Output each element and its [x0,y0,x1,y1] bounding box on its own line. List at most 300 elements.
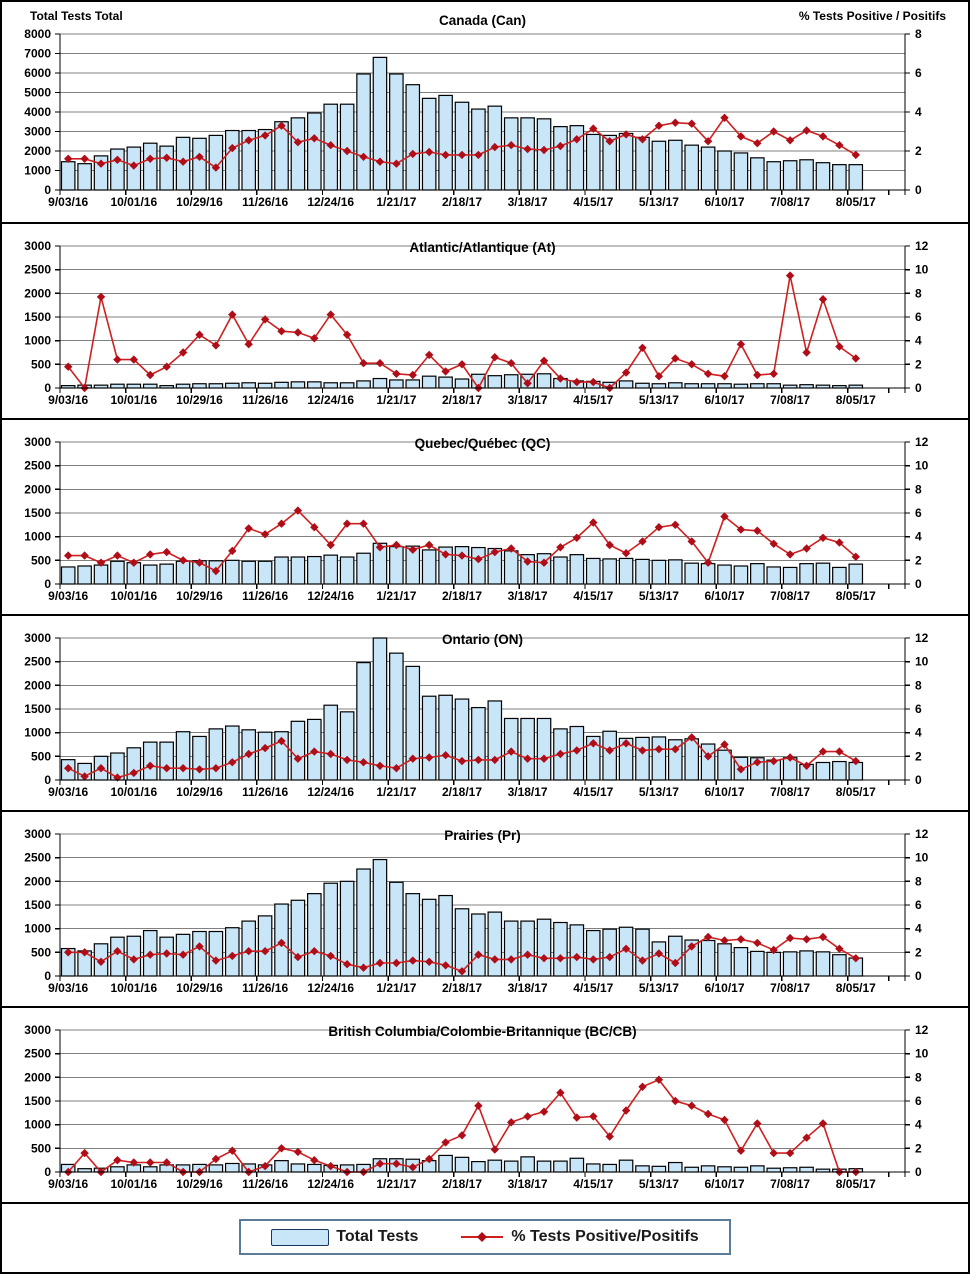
right-axis-tick-label: 12 [915,1023,929,1037]
gridlines [60,442,905,560]
bar [521,718,534,780]
diamond-marker-icon [474,1102,482,1110]
diamond-marker-icon [737,340,745,348]
left-axis-tick-label: 2000 [24,1070,51,1085]
bar [603,731,616,780]
x-axis-tick-label: 8/05/17 [835,589,876,603]
x-axis-tick-label: 4/15/17 [573,1177,614,1191]
bar [701,1166,714,1172]
bar [111,149,124,190]
bar [537,1161,550,1172]
left-axis-tick-label: 2000 [24,874,51,889]
diamond-marker-icon [146,1158,154,1166]
x-axis-tick-label: 6/10/17 [704,393,745,407]
diamond-marker-icon [688,360,696,368]
x-axis-tick-label: 3/18/17 [507,195,548,209]
x-axis-tick-label: 9/03/16 [48,785,89,799]
bar [406,666,419,780]
bar [275,122,288,190]
bar [455,102,468,190]
bar [570,925,583,976]
right-axis-tick-label: 10 [915,850,929,865]
x-axis-tick-label: 9/03/16 [48,393,89,407]
x-axis-tick-label: 8/05/17 [835,981,876,995]
diamond-marker-icon [163,548,171,556]
x-axis-tick-label: 2/18/17 [441,393,483,407]
bar [751,1166,764,1172]
right-axis-tick-label: 0 [915,1165,922,1179]
left-axis-tick-label: 0 [44,1165,51,1179]
bar [570,1158,583,1172]
bar [816,563,829,584]
diamond-marker-icon [802,126,810,134]
right-axis-tick-label: 8 [915,27,922,41]
bar [226,383,239,388]
diamond-marker-icon [786,550,794,558]
x-axis-tick-label: 1/21/17 [376,981,417,995]
right-axis-tick-label: 4 [915,921,922,936]
x-axis-tick-label: 7/08/17 [770,393,811,407]
left-axis-tick-label: 3000 [24,124,51,139]
left-axis-tick-label: 500 [30,357,51,372]
bar [439,95,452,190]
bar [554,557,567,584]
bar [636,559,649,584]
bar [291,382,304,388]
bar [685,563,698,584]
right-axis-tick-label: 0 [915,381,922,395]
bar [242,383,255,388]
diamond-marker-icon [97,293,105,301]
bar [554,1161,567,1172]
diamond-marker-icon [802,935,810,943]
bar [472,548,485,584]
x-axis-tick-label: 10/29/16 [176,785,223,799]
bar [275,1161,288,1172]
left-axis-tick-label: 1500 [24,898,51,912]
bar [308,1164,321,1172]
right-axis-tick-label: 4 [915,529,922,544]
left-axis-tick-label: 2000 [24,482,51,497]
bar [685,1167,698,1172]
right-axis-tick-label: 8 [915,678,922,693]
bar [800,951,813,976]
x-axis-tick-label: 9/03/16 [48,589,89,603]
x-axis-tick-label: 6/10/17 [704,981,745,995]
bar [521,1157,534,1172]
pct-positive-line [68,276,856,388]
bar [340,557,353,584]
x-axis-tick-label: 7/08/17 [770,785,811,799]
bar [422,696,435,780]
bar [226,726,239,780]
bar [209,1165,222,1172]
right-axis-tick-label: 6 [915,702,922,716]
right-axis-tick-label: 10 [915,654,929,669]
x-axis-tick-label: 10/29/16 [176,1177,223,1191]
diamond-marker-icon [573,1113,581,1121]
x-axis-tick-label: 9/03/16 [48,1177,89,1191]
bar [669,560,682,584]
bar [833,567,846,584]
x-axis-tick-label: 10/01/16 [110,195,158,209]
x-axis-tick-label: 3/18/17 [507,393,548,407]
x-axis-tick-label: 2/18/17 [441,195,483,209]
bar [652,942,665,976]
bar [833,165,846,190]
bar [603,559,616,584]
x-axis-tick-label: 4/15/17 [573,981,614,995]
bar [636,737,649,780]
right-axis-tick-label: 6 [915,898,922,912]
x-axis-tick-label: 12/24/16 [307,785,355,799]
chart-panel-ontario [2,616,968,812]
chart-bc [2,1008,968,1202]
left-axis-tick-label: 7000 [24,46,51,61]
legend-line-marker-icon [460,1231,504,1243]
left-axis-tick-label: 1000 [24,1117,51,1132]
x-axis-tick-label: 6/10/17 [704,1177,745,1191]
bar [505,1161,518,1172]
left-axis-tick-label: 0 [44,773,51,787]
bar [472,1162,485,1172]
bar [390,547,403,584]
chart-panel-bc [2,1008,968,1204]
x-axis-tick-label: 5/13/17 [638,1177,679,1191]
bar [176,732,189,780]
x-axis-tick-label: 1/21/17 [376,1177,417,1191]
chart-ontario [2,616,968,810]
bar [291,900,304,976]
bar [537,119,550,190]
x-axis-tick-label: 12/24/16 [307,195,355,209]
bar [291,721,304,780]
x-axis-tick-label: 2/18/17 [441,785,483,799]
left-axis-tick-label: 8000 [24,27,51,41]
x-axis-tick-label: 7/08/17 [770,589,811,603]
bar [669,140,682,190]
bar [816,952,829,976]
diamond-marker-icon [491,1145,499,1153]
x-axis-tick-label: 10/29/16 [176,589,223,603]
bar [357,74,370,190]
bar [340,712,353,780]
bar [176,561,189,584]
left-axis-tick-label: 1000 [24,529,51,544]
bar [373,57,386,190]
bar [324,555,337,584]
left-axis-tick-label: 2000 [24,286,51,301]
left-axis-tick-label: 3000 [24,435,51,449]
bar [685,145,698,190]
right-axis-tick-label: 12 [915,827,929,841]
x-axis-tick-label: 5/13/17 [638,195,679,209]
x-axis-tick-label: 4/15/17 [573,195,614,209]
diamond-marker-icon [294,1148,302,1156]
left-axis-tick-label: 6000 [24,66,51,80]
bar [685,739,698,780]
bar [160,742,173,780]
x-axis-tick-label: 10/01/16 [110,1177,158,1191]
chart-panel-canada [2,4,968,224]
left-axis-tick-label: 3000 [24,239,51,253]
bar [422,98,435,190]
x-axis-tick-label: 11/26/16 [242,981,289,995]
bar [767,162,780,190]
bar [357,869,370,976]
bar [193,138,206,190]
x-axis-tick-label: 10/01/16 [110,785,158,799]
bar [308,894,321,976]
right-axis-tick-label: 10 [915,458,929,473]
diamond-marker-icon [720,1116,728,1124]
right-axis-tick-label: 12 [915,631,929,645]
bar [767,952,780,976]
bar [587,931,600,976]
diamond-marker-icon [310,1156,318,1164]
bar [144,1167,157,1172]
bar [603,929,616,976]
bar [619,133,632,190]
bar [291,1164,304,1172]
bar [406,85,419,190]
legend-bar-label: Total Tests [336,1228,419,1245]
diamond-marker-icon [819,132,827,140]
left-axis-title: Total Tests Total [30,9,123,23]
left-axis-tick-label: 1000 [24,921,51,936]
x-axis-tick-label: 12/24/16 [307,589,355,603]
right-axis-tick-label: 6 [915,310,922,324]
bar [242,561,255,584]
x-axis-tick-label: 12/24/16 [307,981,355,995]
bar [800,1167,813,1172]
x-axis-tick-label: 10/01/16 [110,589,158,603]
bar [833,955,846,976]
left-axis-tick-label: 1000 [24,725,51,740]
bar [324,883,337,976]
diamond-marker-icon [376,359,384,367]
chart-title: Prairies (Pr) [444,828,521,843]
diamond-marker-icon [113,355,121,363]
diamond-marker-icon [458,1131,466,1139]
bar [488,912,501,976]
x-axis-tick-label: 11/26/16 [242,589,289,603]
x-axis-tick-label: 10/29/16 [176,393,223,407]
bar [324,383,337,388]
left-axis-tick-label: 2500 [24,262,51,277]
bar [718,151,731,190]
legend-line-label: % Tests Positive/Positifs [511,1228,699,1245]
bar [78,566,91,584]
bar [357,381,370,388]
left-axis-tick-label: 1000 [24,333,51,348]
bar [258,916,271,976]
bar [505,551,518,584]
legend-item-pct-positive [460,1228,698,1246]
diamond-marker-icon [507,1118,515,1126]
diamond-marker-icon [720,372,728,380]
bar [275,557,288,584]
x-axis-tick-label: 7/08/17 [770,981,811,995]
bar [751,158,764,190]
left-axis-tick-label: 500 [30,945,51,960]
right-axis-tick-label: 4 [915,725,922,740]
bar [308,113,321,190]
bar [701,744,714,780]
bar [554,127,567,190]
diamond-marker-icon [523,1112,531,1120]
diamond-marker-icon [852,151,860,159]
diamond-marker-icon [802,544,810,552]
x-axis-tick-label: 6/10/17 [704,195,745,209]
x-axis-tick-label: 2/18/17 [441,1177,483,1191]
bar [160,146,173,190]
chart-atlantic [2,224,968,418]
right-axis-tick-label: 10 [915,1046,929,1061]
diamond-marker-icon [704,370,712,378]
diamond-marker-icon [228,310,236,318]
bar [390,74,403,190]
left-axis-tick-label: 0 [44,577,51,591]
left-axis-tick-label: 3000 [24,1023,51,1037]
x-axis-tick-label: 11/26/16 [242,393,289,407]
total-tests-bars [62,860,863,976]
pct-positive-markers [64,271,860,392]
x-axis-tick-label: 3/18/17 [507,981,548,995]
bar [144,143,157,190]
bar [570,555,583,584]
bar [833,762,846,780]
bar [390,653,403,780]
x-axis-tick-label: 5/13/17 [638,981,679,995]
diamond-marker-icon [113,551,121,559]
right-axis-tick-label: 10 [915,262,929,277]
bar [734,566,747,584]
x-axis-tick-label: 8/05/17 [835,195,876,209]
bar [308,557,321,584]
x-axis-tick-label: 3/18/17 [507,1177,548,1191]
diamond-marker-icon [294,328,302,336]
x-axis-tick-label: 1/21/17 [376,785,417,799]
diamond-marker-icon [835,747,843,755]
diamond-marker-icon [704,1110,712,1118]
bar [751,951,764,976]
left-axis-tick-label: 1500 [24,1094,51,1108]
bar [734,948,747,976]
bar [718,750,731,780]
bar [636,929,649,976]
gridlines [60,1030,905,1148]
diamond-marker-icon [688,1102,696,1110]
right-axis-tick-label: 4 [915,1117,922,1132]
bar [406,380,419,388]
bar [144,742,157,780]
chart-prairies [2,812,968,1006]
chart-canada [2,4,968,222]
bar [62,567,75,584]
diamond-marker-icon [770,370,778,378]
right-axis-tick-label: 2 [915,945,922,960]
bar [537,718,550,780]
bar [816,762,829,780]
x-axis-tick-label: 3/18/17 [507,589,548,603]
left-axis-tick-label: 1500 [24,506,51,520]
bar [669,383,682,388]
right-axis-tick-label: 0 [915,577,922,591]
bar [505,375,518,388]
bar [439,1155,452,1172]
bar [636,383,649,388]
x-axis-tick-label: 4/15/17 [573,393,614,407]
right-axis-tick-label: 4 [915,105,922,119]
left-axis-tick-label: 500 [30,749,51,764]
diamond-marker-icon [80,551,88,559]
bar [652,1166,665,1172]
chart-title: Quebec/Québec (QC) [414,436,551,451]
bar [619,381,632,388]
x-axis-tick-label: 7/08/17 [770,1177,811,1191]
bar [226,131,239,190]
right-axis-tick-label: 2 [915,749,922,764]
x-axis-tick-label: 12/24/16 [307,1177,355,1191]
chart-title: Atlantic/Atlantique (At) [409,240,556,255]
bar [652,141,665,190]
bar [783,567,796,584]
bar [718,944,731,976]
x-axis-tick-label: 3/18/17 [507,785,548,799]
bar [275,382,288,388]
legend-bar-swatch [271,1229,329,1246]
bar [94,565,107,584]
bar [521,921,534,976]
bar [472,708,485,780]
diamond-marker-icon [64,551,72,559]
chart-panel-quebec [2,420,968,616]
chart-quebec [2,420,968,614]
x-axis-tick-label: 6/10/17 [704,785,745,799]
x-axis-tick-label: 11/26/16 [242,1177,289,1191]
bar [505,118,518,190]
x-axis-tick-label: 9/03/16 [48,981,89,995]
diamond-marker-icon [80,155,88,163]
bar [619,558,632,584]
bar [816,163,829,190]
bar [587,1164,600,1172]
x-axis-tick-label: 1/21/17 [376,393,417,407]
bar [111,937,124,976]
x-axis-tick-label: 8/05/17 [835,393,876,407]
chart-title: Ontario (ON) [442,632,523,647]
x-axis-tick-label: 4/15/17 [573,785,614,799]
x-axis-tick-label: 2/18/17 [441,589,483,603]
right-axis-tick-label: 8 [915,482,922,497]
right-axis-tick-label: 0 [915,773,922,787]
bar [373,638,386,780]
total-tests-bars [62,374,863,388]
left-axis-tick-label: 1500 [24,702,51,716]
bar [734,1167,747,1172]
bar [701,147,714,190]
x-axis-tick-label: 9/03/16 [48,195,89,209]
bar [111,561,124,584]
left-axis-tick-label: 5000 [24,85,51,100]
diamond-marker-icon [359,359,367,367]
bar [258,732,271,780]
bar [62,162,75,190]
diamond-marker-icon [819,295,827,304]
right-axis-tick-label: 4 [915,333,922,348]
diamond-marker-icon [786,136,794,144]
